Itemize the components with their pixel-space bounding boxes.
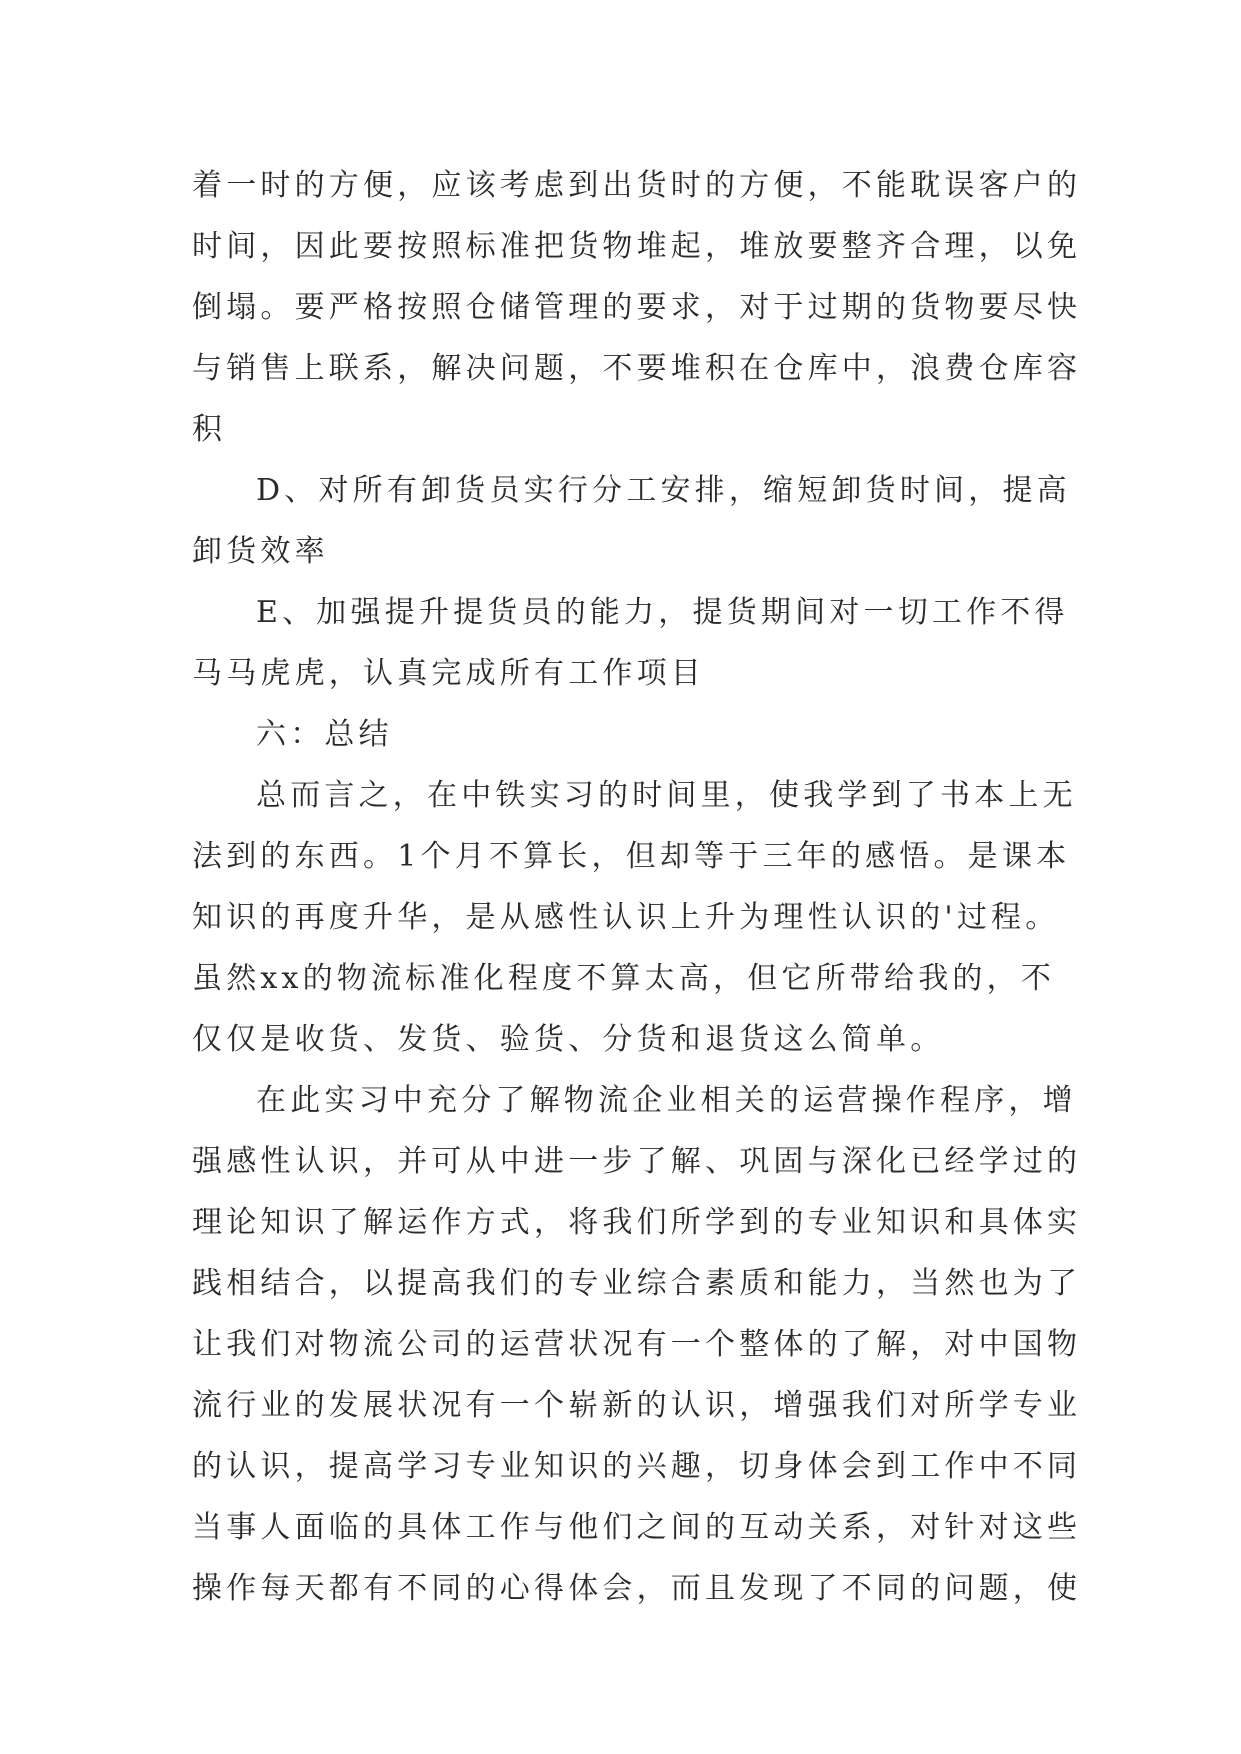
text-line: 的认识，提高学习专业知识的兴趣，切身体会到工作中不同 [192,1449,1082,1484]
text-line: 法到的东西。1个月不算长，但却等于三年的感悟。是课本 [192,839,1071,874]
document-body [192,155,1082,1619]
paragraph-start: 总而言之，在中铁实习的时间里，使我学到了书本上无 [256,778,1077,813]
text-line: 流行业的发展状况有一个崭新的认识，增强我们对所学专业 [192,1388,1082,1423]
text-line: 着一时的方便，应该考虑到出货时的方便，不能耽误客户的 [192,168,1082,203]
text-line: 践相结合，以提高我们的专业综合素质和能力，当然也为了 [192,1266,1082,1301]
text-line: 仅仅是收货、发货、验货、分货和退货这么简单。 [192,1022,945,1057]
list-item-d: D、对所有卸货员实行分工安排，缩短卸货时间，提高 [256,473,1071,508]
text-line: 卸货效率 [192,534,329,569]
text-line: 理论知识了解运作方式，将我们所学到的专业知识和具体实 [192,1205,1082,1240]
section-heading: 六：总结 [256,717,393,752]
text-line: 与销售上联系，解决问题，不要堆积在仓库中，浪费仓库容 [192,351,1082,386]
text-line: 虽然xx的物流标准化程度不算太高，但它所带给我的，不 [192,961,1056,996]
text-line: 知识的再度升华，是从感性认识上升为理性认识的'过程。 [192,900,1060,935]
text-line: 倒塌。要严格按照仓储管理的要求，对于过期的货物要尽快 [192,290,1082,325]
text-line: 马马虎虎，认真完成所有工作项目 [192,656,705,691]
text-line: 积 [192,412,227,447]
text-line: 当事人面临的具体工作与他们之间的互动关系，对针对这些 [192,1510,1082,1545]
list-item-e: E、加强提升提货员的能力，提货期间对一切工作不得 [256,595,1069,630]
text-line: 时间，因此要按照标准把货物堆起，堆放要整齐合理，以免 [192,229,1082,264]
text-line: 让我们对物流公司的运营状况有一个整体的了解，对中国物 [192,1327,1082,1362]
paragraph-start: 在此实习中充分了解物流企业相关的运营操作程序，增 [256,1083,1077,1118]
text-line: 操作每天都有不同的心得体会，而且发现了不同的问题，使 [192,1571,1082,1606]
text-line: 强感性认识，并可从中进一步了解、巩固与深化已经学过的 [192,1144,1082,1179]
